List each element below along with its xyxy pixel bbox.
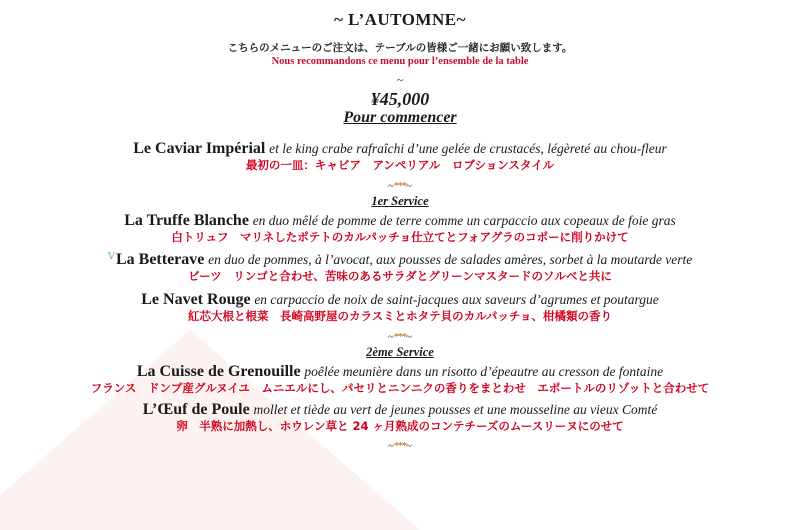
section-1er-service: 1er Service [371, 194, 429, 208]
dish-description: et le king crabe rafraîchi d’une gelée de crustacés, légèreté au chou-fleur [269, 141, 667, 156]
dish-name: La Truffe Blanche [124, 212, 249, 229]
menu-title: ~ L’AUTOMNE~ [334, 10, 466, 29]
dish-betterave-jp: ビーツ リンゴと合わせ、苦味のあるサラダとグリーンマスタードのソルベと共に [188, 269, 612, 283]
tilde-divider: ~ [396, 72, 404, 87]
flower-ornament-icon: *** [394, 181, 406, 192]
dish-truffe [0, 212, 800, 230]
dish-description: en duo mêlé de pomme de terre comme un carpaccio aux copeaux de foie gras [252, 213, 676, 228]
dish-oeuf [0, 401, 800, 419]
dish-name: L’Œuf de Poule [142, 401, 250, 418]
dish-oeuf-jp: 卵 半熟に加熱し、ホウレン草と 24 ヶ月熟成のコンテチーズのムースリーヌにのせて [176, 419, 624, 433]
menu-price: ¥45,000 [370, 89, 430, 109]
flower-ornament-icon: *** [394, 332, 406, 343]
dish-grenouille [0, 363, 800, 381]
section-2eme-service: 2ème Service [366, 345, 434, 359]
dish-navet-jp: 紅芯大根と根菜 長崎高野屋のカラスミとホタテ貝のカルパッチョ、柑橘類の香り [187, 309, 612, 323]
dish-caviar-jp: 最初の一皿：キャビア アンペリアル ロブションスタイル [245, 158, 555, 172]
dish-description: poêlée meunière dans un risotto d’épeautre au cresson de fontaine [304, 364, 664, 379]
dish-description: en duo de pommes, à l’avocat, aux pousses de salades amères, sorbet à la moutarde verte [208, 252, 693, 267]
dish-name: La Betterave [115, 251, 205, 268]
order-note-fr: Nous recommandons ce menu pour l’ensemble de la table [271, 56, 529, 67]
dish-name: La Cuisse de Grenouille [136, 363, 301, 380]
order-note-jp: こちらのメニューのご注文は、テーブルの皆様ご一緒にお願い致します。 [227, 42, 573, 54]
dish-name: Le Caviar Impérial [133, 140, 266, 157]
dish-name: Le Navet Rouge [141, 291, 251, 308]
dish-navet [0, 291, 800, 309]
dish-caviar [0, 140, 800, 158]
section-pour-commencer: Pour commencer [343, 109, 457, 126]
flower-separator: ~***~ [388, 331, 412, 343]
dish-truffe-jp: 白トリュフ マリネしたポテトのカルパッチョ仕立てとフォアグラのコポーに削りかけて [171, 230, 629, 244]
flower-ornament-icon: *** [394, 441, 406, 452]
flower-separator: ~***~ [388, 180, 412, 192]
dish-grenouille-jp: フランス ドンブ産グルヌイユ ムニエルにし、パセリとニンニクの香りをまとわせ エポートルのリゾットと合わせて [90, 381, 710, 395]
dish-description: en carpaccio de noix de saint-jacques aux saveurs d’agrumes et poutargue [254, 292, 659, 307]
dish-betterave [0, 251, 800, 269]
vegetarian-leaf-icon: ⱽ [107, 251, 115, 268]
dish-description: mollet et tiède au vert de jeunes pousses et une mousseline au vieux Comté [253, 402, 658, 417]
flower-separator: ~***~ [388, 440, 412, 452]
